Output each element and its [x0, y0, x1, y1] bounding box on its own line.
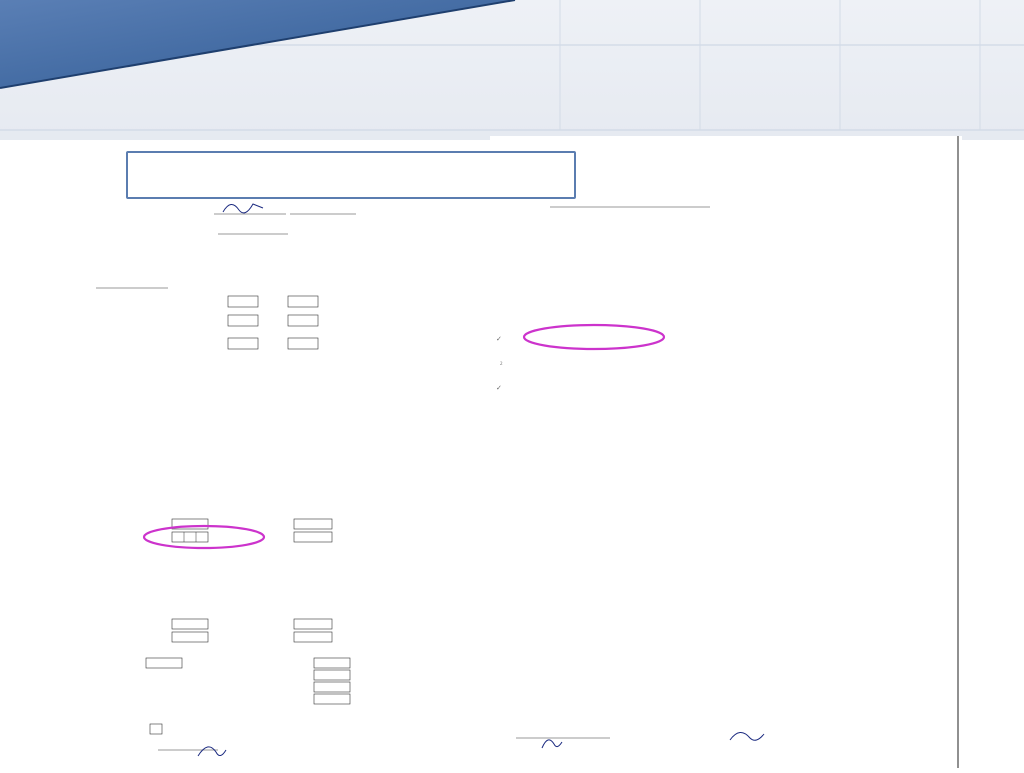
head-signature [198, 747, 226, 756]
form-ppe05-scan [490, 136, 962, 768]
rep-signature [223, 204, 263, 213]
tick-mark-1: ✓ [496, 335, 502, 343]
header-corner-banner [0, 0, 520, 90]
ppe05-rep-signature [730, 732, 764, 740]
ppe-callout-box [126, 151, 576, 199]
form-ppe13-scan [18, 166, 356, 768]
tick-mark-2: 2 [500, 362, 503, 367]
ppe05-head-signature [542, 740, 562, 748]
row1-highlight-circle [524, 325, 664, 349]
tick-mark-3: ✓ [496, 384, 502, 392]
form-ppe13-sheet [18, 166, 356, 768]
form-ppe05-sheet [490, 136, 962, 768]
